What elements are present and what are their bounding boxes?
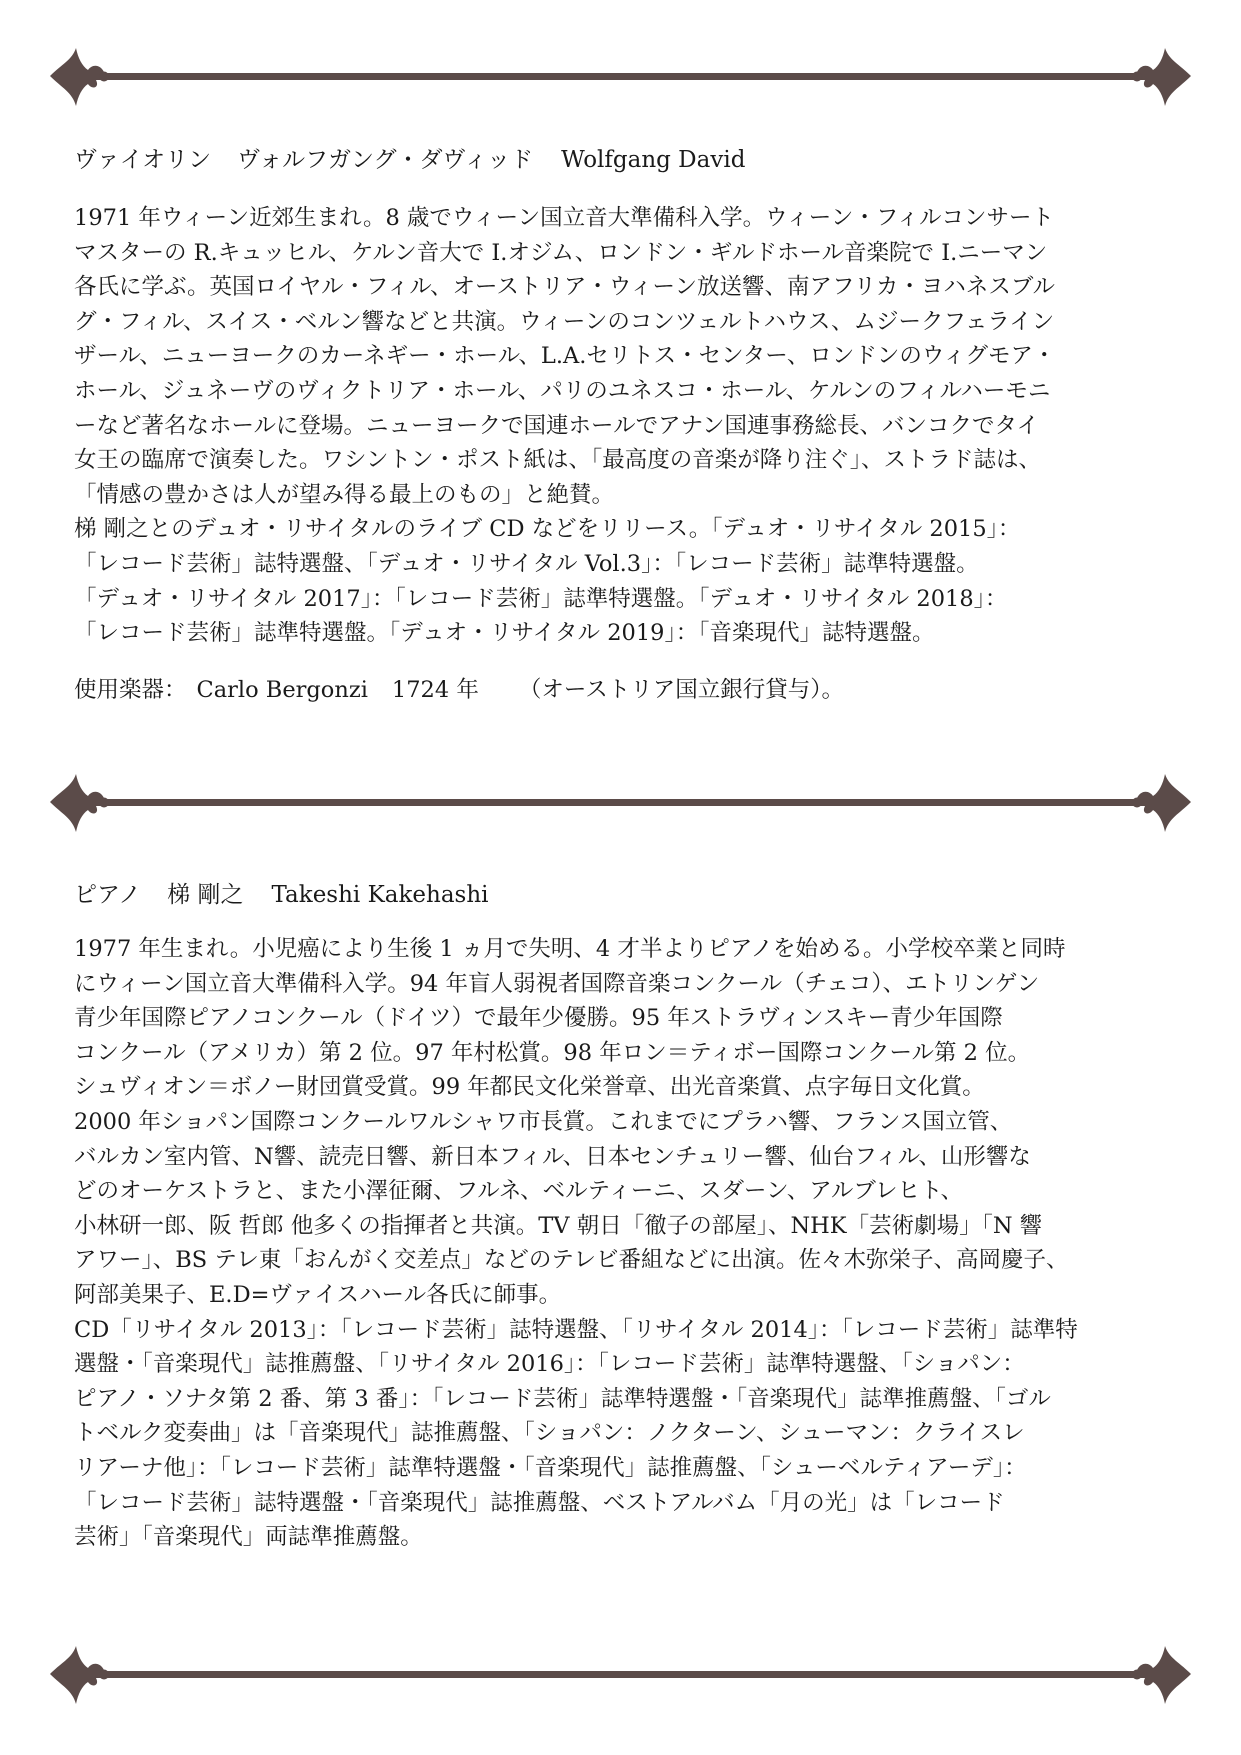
name-english: Wolfgang David: [561, 147, 746, 173]
text-line: ザール、ニューヨークのカーネギー・ホール、L.A.セリトス・センター、ロンドンのウィグモア・: [74, 343, 1056, 370]
text-line: 芸術」「音楽現代」両誌準推薦盤。: [74, 1524, 423, 1551]
instrument-role: ヴァイオリン: [74, 147, 212, 173]
name-english: Takeshi Kakehashi: [271, 882, 489, 908]
text-line: コンクール（アメリカ）第 2 位。97 年村松賞。98 年ロン＝ティボー国際コンクール第 2 位。: [74, 1039, 1031, 1066]
text-line: グ・フィル、スイス・ベルン響などと共演。ウィーンのコンツェルトハウス、ムジークフェライン: [74, 308, 1055, 335]
text-line: 2000 年ショパン国際コンクールワルシャワ市長賞。これまでにプラハ響、フランス国立管、: [74, 1108, 1013, 1135]
text-line: ホール、ジュネーヴのヴィクトリア・ホール、パリのユネスコ・ホール、ケルンのフィルハーモニ: [74, 377, 1051, 404]
instrument-info: [74, 673, 1176, 707]
text-line: 「デュオ・リサイタル 2017」：「レコード芸術」誌準特選盤。「デュオ・リサイタル 2018」：: [74, 585, 1008, 612]
pianist-heading: [74, 878, 1176, 912]
ornamental-divider-bottom: [48, 1640, 1193, 1708]
biography-paragraph: [74, 932, 1176, 1313]
text-line: 「情感の豊かさは人が望み得る最上のもの」と絶賛。: [74, 481, 615, 508]
discography-paragraph: [74, 512, 1176, 650]
instrument-note: （オーストリア国立銀行貸与）。: [518, 676, 844, 703]
pianist-section: [74, 878, 1176, 1555]
text-line: バルカン室内管、N響、読売日響、新日本フィル、日本センチュリー響、仙台フィル、山形響な: [74, 1143, 1031, 1170]
text-line: シュヴィオン＝ボノー財団賞受賞。99 年都民文化栄誉章、出光音楽賞、点字毎日文化賞。: [74, 1074, 985, 1101]
text-line: マスターの R.キュッヒル、ケルン音大で I.オジム、ロンドン・ギルドホール音楽院で I.ニーマン: [74, 239, 1048, 266]
fleur-de-lis-divider-icon: [48, 768, 1193, 836]
ornamental-divider-top: [48, 42, 1193, 110]
text-line: 1977 年生まれ。小児癌により生後 1 ヵ月で失明、4 才半よりピアノを始める。小学校卒業と同時: [74, 936, 1066, 962]
text-line: トベルク変奏曲」は「音楽現代」誌推薦盤、「ショパン：ノクターン、シューマン：クライスレ: [74, 1420, 1025, 1447]
text-line: リアーナ他」：「レコード芸術」誌準特選盤・「音楽現代」誌推薦盤、「シューベルティアーデ」：: [74, 1454, 1027, 1481]
fleur-de-lis-divider-icon: [48, 1640, 1193, 1708]
text-line: 「レコード芸術」誌特選盤・「音楽現代」誌推薦盤、ベストアルバム「月の光」は「レコード: [74, 1489, 1005, 1516]
ornamental-divider-middle: [48, 768, 1193, 836]
violinist-heading: [74, 143, 1176, 177]
text-line: 女王の臨席で演奏した。ワシントン・ポスト紙は、「最高度の音楽が降り注ぐ」、ストラド誌は、: [74, 447, 1041, 474]
text-line: どのオーケストラと、また小澤征爾、フルネ、ベルティーニ、スダーン、アルブレヒト、: [74, 1178, 963, 1205]
discography-paragraph: [74, 1313, 1176, 1555]
text-line: 青少年国際ピアノコンクール（ドイツ）で最年少優勝。95 年ストラヴィンスキー青少年国際: [74, 1005, 1003, 1032]
instrument-label: 使用楽器：: [74, 676, 187, 703]
violinist-section: [74, 143, 1176, 707]
name-japanese: 梯 剛之: [167, 882, 244, 908]
biography-paragraph: [74, 201, 1176, 512]
text-line: ーなど著名なホールに登場。ニューヨークで国連ホールでアナン国連事務総長、バンコクでタイ: [74, 412, 1040, 439]
text-line: 各氏に学ぶ。英国ロイヤル・フィル、オーストリア・ウィーン放送響、南アフリカ・ヨハネスブル: [74, 274, 1056, 301]
pianist-biography: [74, 932, 1176, 1555]
fleur-de-lis-divider-icon: [48, 42, 1193, 110]
instrument-year: 1724 年: [391, 676, 479, 703]
text-line: 1971 年ウィーン近郊生まれ。8 歳でウィーン国立音大準備科入学。ウィーン・フィルコンサート: [74, 205, 1055, 231]
instrument-maker: Carlo Bergonzi: [196, 676, 368, 703]
text-line: 「レコード芸術」誌特選盤、「デュオ・リサイタル Vol.3」：「レコード芸術」誌準特選盤。: [74, 550, 979, 577]
text-line: アワー」、BS テレ東「おんがく交差点」などのテレビ番組などに出演。佐々木弥栄子、高岡慶子、: [74, 1247, 1069, 1274]
text-line: 小林研一郎、阪 哲郎 他多くの指揮者と共演。TV 朝日「徹子の部屋」、NHK「芸術劇場」「N 響: [74, 1212, 1043, 1239]
text-line: 選盤・「音楽現代」誌推薦盤、「リサイタル 2016」：「レコード芸術」誌準特選盤、「ショパン：: [74, 1351, 1025, 1378]
name-japanese: ヴォルフガング・ダヴィッド: [237, 147, 534, 173]
text-line: 「レコード芸術」誌準特選盤。「デュオ・リサイタル 2019」：「音楽現代」誌特選盤。: [74, 620, 935, 647]
text-line: CD「リサイタル 2013」：「レコード芸術」誌特選盤、「リサイタル 2014」：「レコード芸術」誌準特: [74, 1316, 1078, 1343]
violinist-biography: [74, 201, 1176, 651]
text-line: 梯 剛之とのデュオ・リサイタルのライブ CD などをリリース。「デュオ・リサイタル 2015」：: [74, 516, 1021, 543]
text-line: にウィーン国立音大準備科入学。94 年盲人弱視者国際音楽コンクール（チェコ）、エトリンゲン: [74, 970, 1040, 997]
instrument-role: ピアノ: [74, 882, 142, 908]
text-line: ピアノ・ソナタ第 2 番、第 3 番」：「レコード芸術」誌準特選盤・「音楽現代」誌準推薦盤、「ゴル: [74, 1385, 1051, 1412]
text-line: 阿部美果子、E.D=ヴァイスハール各氏に師事。: [74, 1281, 562, 1308]
